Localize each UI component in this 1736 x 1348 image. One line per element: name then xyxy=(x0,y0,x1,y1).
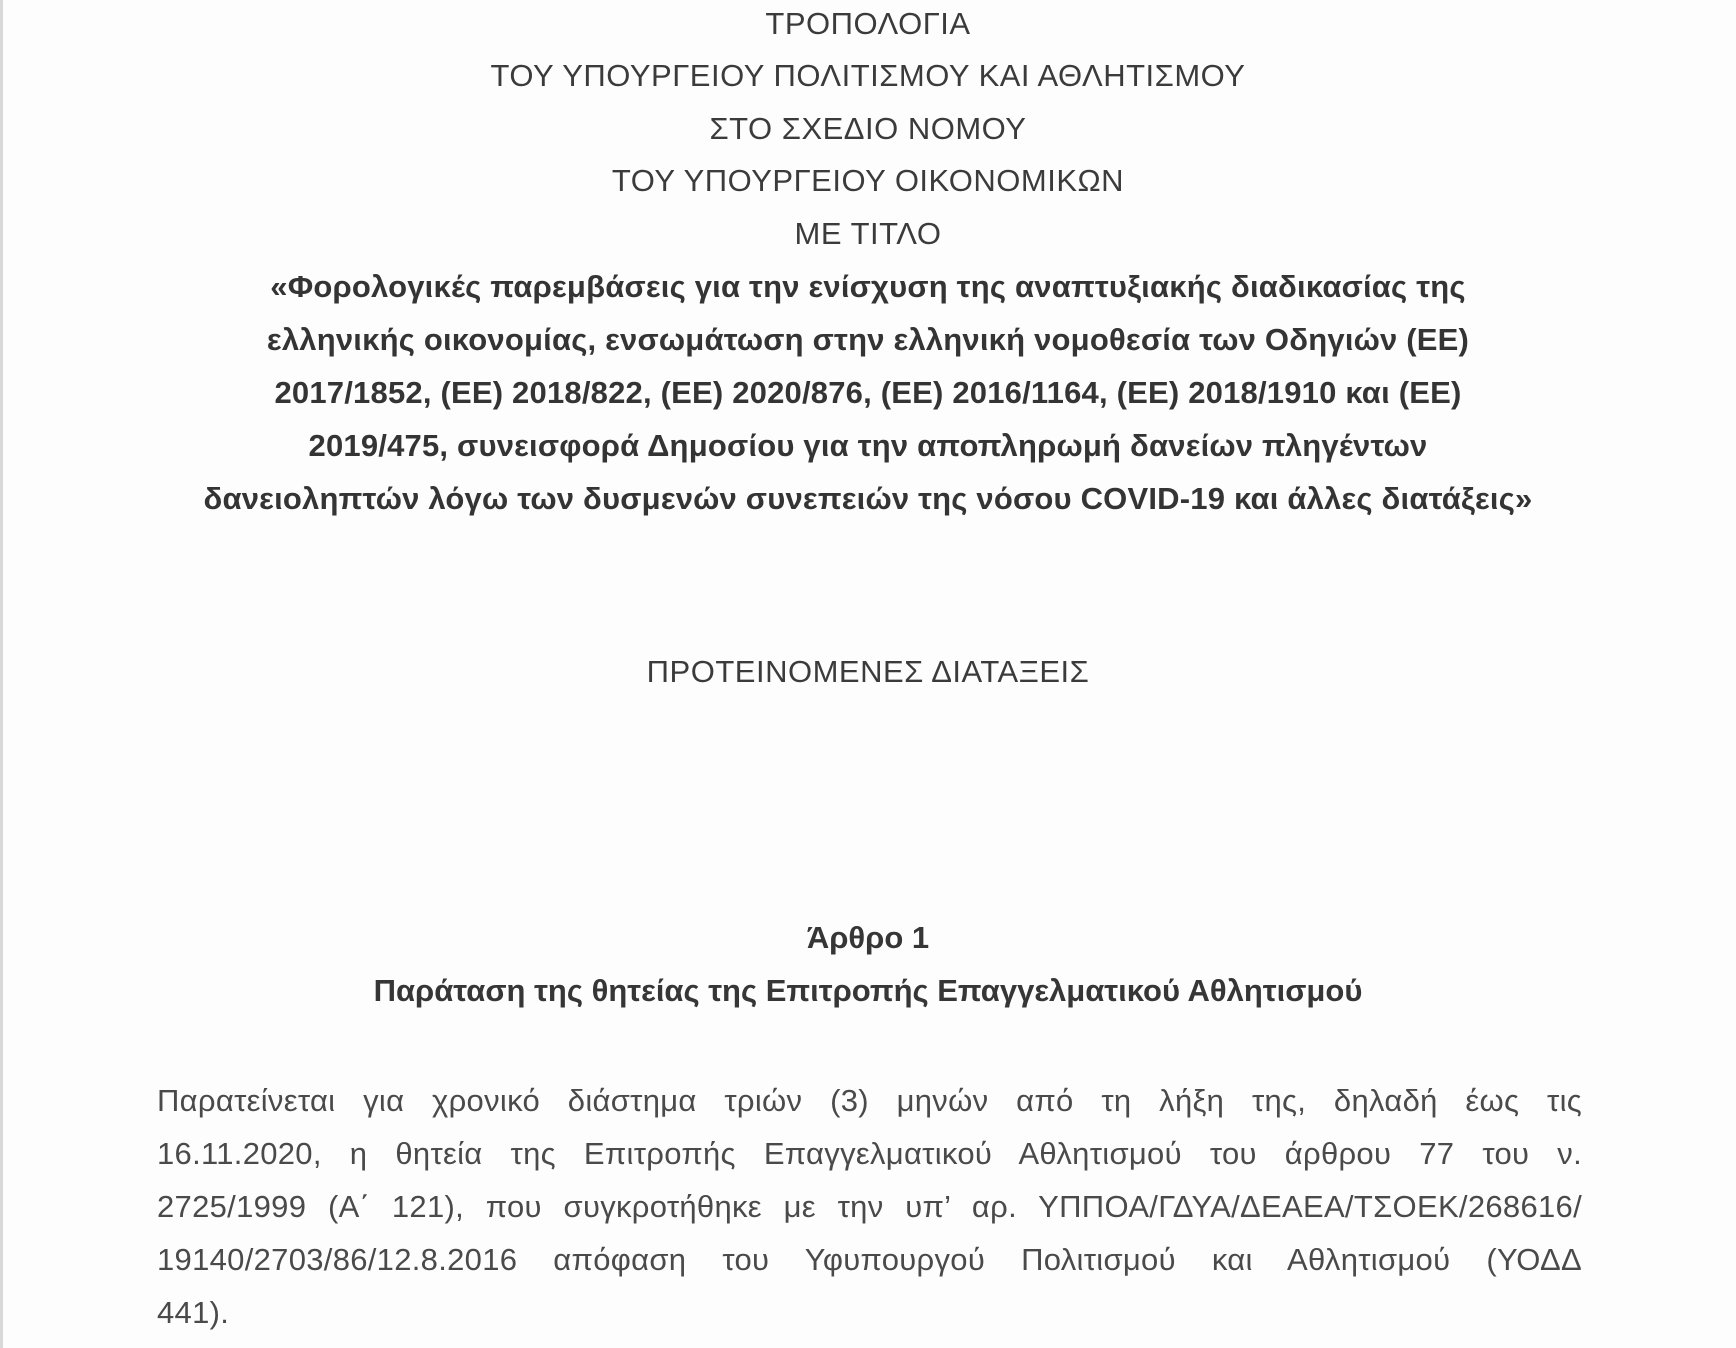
bill-title-line-2: ελληνικής οικονομίας, ενσωμάτωση στην ελληνική νομοθεσία των Οδηγιών (ΕΕ) xyxy=(266,322,1470,357)
article-body-line-1: Παρατείνεται για χρονικό διάστημα τριών (3) μηνών από τη λήξη της, δηλαδή έως τις xyxy=(157,1083,1582,1118)
header-line-finance-ministry: ΤΟΥ ΥΠΟΥΡΓΕΙΟΥ ΟΙΚΟΝΟΜΙΚΩΝ xyxy=(611,163,1125,198)
header-line-amendment: ΤΡΟΠΟΛΟΓΙΑ xyxy=(765,6,971,41)
bill-title-line-1: «Φορολογικές παρεμβάσεις για την ενίσχυση της αναπτυξιακής διαδικασίας της xyxy=(270,269,1466,304)
article-body-line-2: 16.11.2020, η θητεία της Επιτροπής Επαγγελματικού Αθλητισμού του άρθρου 77 του ν. xyxy=(157,1136,1582,1171)
article-body-line-4: 19140/2703/86/12.8.2016 απόφαση του Υφυπουργού Πολιτισμού και Αθλητισμού (ΥΟΔΔ xyxy=(157,1242,1582,1277)
section-heading: ΠΡΟΤΕΙΝΟΜΕΝΕΣ ΔΙΑΤΑΞΕΙΣ xyxy=(646,654,1090,689)
header-line-ministry: ΤΟΥ ΥΠΟΥΡΓΕΙΟΥ ΠΟΛΙΤΙΣΜΟΥ ΚΑΙ ΑΘΛΗΤΙΣΜΟΥ xyxy=(490,58,1246,93)
article-number: Άρθρο 1 xyxy=(806,920,930,955)
article-body-line-5: 441). xyxy=(157,1295,230,1330)
bill-title-line-5: δανειοληπτών λόγω των δυσμενών συνεπειών της νόσου COVID-19 και άλλες διατάξεις» xyxy=(203,481,1533,516)
bill-title-line-3: 2017/1852, (ΕΕ) 2018/822, (ΕΕ) 2020/876, (ΕΕ) 2016/1164, (ΕΕ) 2018/1910 και (ΕΕ) xyxy=(274,375,1462,410)
article-title: Παράταση της θητείας της Επιτροπής Επαγγελματικού Αθλητισμού xyxy=(373,973,1363,1008)
header-line-draft-law: ΣΤΟ ΣΧΕΔΙΟ ΝΟΜΟΥ xyxy=(709,111,1027,146)
header-line-with-title: ΜΕ ΤΙΤΛΟ xyxy=(794,216,942,251)
article-body-line-3: 2725/1999 (Α΄ 121), που συγκροτήθηκε με την υπ’ αρ. ΥΠΠΟΑ/ΓΔΥΑ/ΔΕΑΕΑ/ΤΣΟΕΚ/268616/ xyxy=(157,1189,1582,1224)
bill-title-line-4: 2019/475, συνεισφορά Δημοσίου για την αποπληρωμή δανείων πληγέντων xyxy=(308,428,1428,463)
